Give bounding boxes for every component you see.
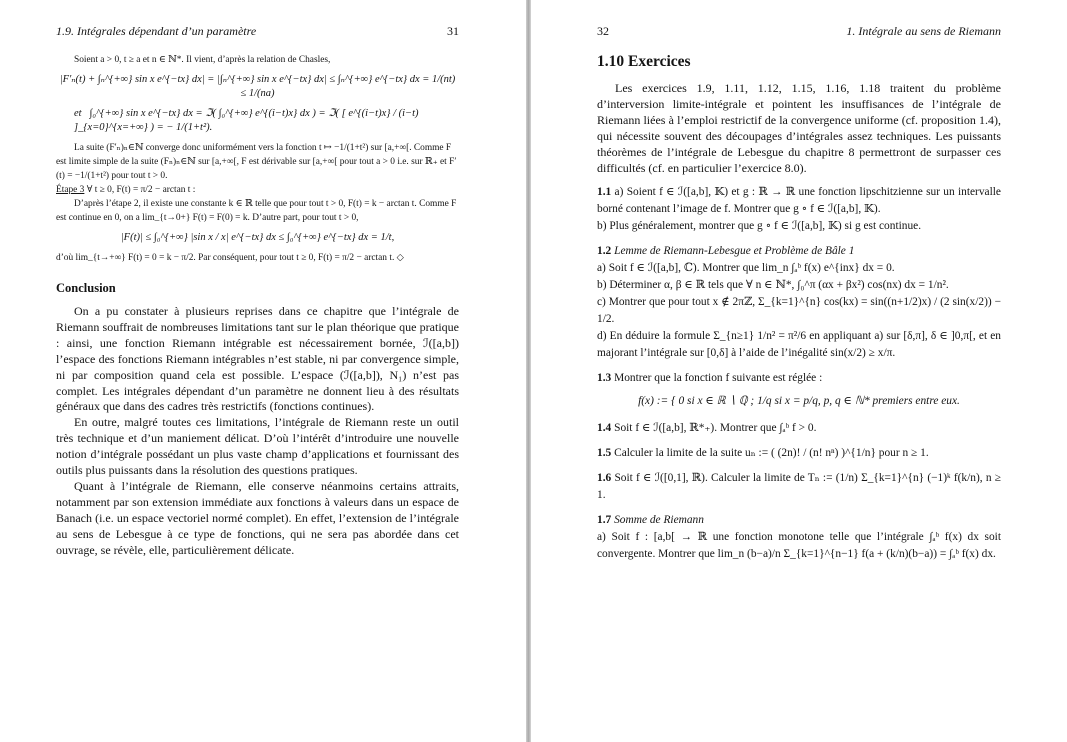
equation-2-body: ∫₀^{+∞} sin x e^{−tx} dx = ℑ( ∫₀^{+∞} e^{(i−t)x} dx ) = ℑ( [ e^{(i−t)x} / (i−t) ]_{x=0}^{x=+∞} ) = − 1/(1+t²).: [74, 108, 419, 133]
proof-paragraph-3: d’où lim_{t→+∞} F(t) = 0 = k − π/2. Par conséquent, pour tout t ≥ 0, F(t) = π/2 − arctan t. ◇: [56, 253, 404, 263]
proof-block: [56, 53, 459, 265]
exercise-line: a) Soit f : [a,b[ → ℝ une fonction monotone telle que l’intégrale ∫ₐᵇ f(x) dx soit convergente. Montrer que lim_n (b−a)/n Σ_{k=1}^{n−1} f(a + (k/n)(b−a)) = ∫ₐᵇ f(x) dx.: [597, 531, 1001, 561]
exercise-line: c) Montrer que pour tout x ∉ 2πℤ, Σ_{k=1}^{n} cos(kx) = sin((n+1/2)x) / (2 sin(x/2)) − 1/2.: [597, 296, 1001, 326]
exercise-number: 1.7: [597, 514, 612, 527]
exercise-1-4: [597, 420, 1001, 437]
exercise-number: 1.3: [597, 372, 612, 385]
left-page-number: 31: [447, 24, 459, 38]
right-header-title: 1. Intégrale au sens de Riemann: [846, 24, 1001, 38]
exercise-1-6: [597, 470, 1001, 504]
exercise-line: Soit f ∈ ℐ([0,1], ℝ). Calculer la limite de Tₙ := (1/n) Σ_{k=1}^{n} (−1)ᵏ f(k/n), n ≥ 1.: [597, 472, 1001, 502]
exercises-intro-text: Les exercices 1.9, 1.11, 1.12, 1.15, 1.16, 1.18 traitent du problème d’interversion limite-intégrale et pointent les insuffisances de l’intégrale de Riemann liées à l’emploi restrictif de la convergence uniforme (cf. proposition 1.4), qui nécessite souvent des découpages d’intégrales assez techniques. Les puissants théorèmes de l’intégrale de Lebesgue du chapitre 8 permettront de surpasser ces difficultés (cf. en particulier l’exercice 8.0).: [597, 81, 1001, 175]
exercise-1-2: [597, 243, 1001, 362]
exercise-number: 1.4: [597, 422, 612, 435]
exercise-1-1: [597, 184, 1001, 235]
equation-1: |F′ₙ(t) + ∫ₙ^{+∞} sin x e^{−tx} dx| = |∫ₙ^{+∞} sin x e^{−tx} dx| ≤ ∫ₙ^{+∞} e^{−tx} dx = 1/(nt) ≤ 1/(na): [59, 74, 456, 99]
exercise-line: d) En déduire la formule Σ_{n≥1} 1/n² = π²/6 en appliquant a) sur [δ,π], δ ∈ ]0,π[, et en majorant l’intégrale sur [0,δ] à l’aide de l’inégalité sin(x/2) ≥ x/π.: [597, 330, 1001, 360]
equation-2: [56, 107, 459, 135]
conclusion-body: [56, 304, 459, 559]
conclusion-paragraph: On a pu constater à plusieurs reprises dans ce chapitre que l’intégrale de Riemann souffrait de nombreuses limitations tant sur le plan théorique que pratique : ainsi, une fonction Riemann intégrable est nécessairement bornée, ℐ([a,b]) l’espace des fonctions Riemann intégrables n’est stable, ni par convergence simple, ni par composition quand cela est possible. L’espace (ℐ([a,b]), N₁) n’est pas complet. Les intégrales dépendant d’un paramètre ne donnent lieu à des résultats généraux que dans des cadres très restrictifs (fonctions continues).: [56, 304, 459, 414]
conclusion-paragraph: En outre, malgré toutes ces limitations, l’intégrale de Riemann reste un outil très technique et d’un maniement délicat. D’où l’intérêt d’introduire une nouvelle notion d’intégrale possédant un plus vaste champ d’applications et fournissant des outils plus puissants dans la résolution des questions pratiques.: [56, 415, 459, 478]
conclusion-title: Conclusion: [56, 281, 116, 295]
exercise-number: 1.2: [597, 245, 612, 258]
exercise-title: Somme de Riemann: [614, 514, 704, 527]
exercise-line: b) Déterminer α, β ∈ ℝ tels que ∀ n ∈ ℕ*, ∫₀^π (αx + βx²) cos(nx) dx = 1/n².: [597, 279, 949, 292]
exercises-intro: [597, 81, 1001, 176]
step-3-text: ∀ t ≥ 0, F(t) = π/2 − arctan t :: [84, 185, 196, 195]
exercise-line: a) Soient f ∈ ℐ([a,b], 𝕂) et g : ℝ → ℝ une fonction lipschitzienne sur un intervalle borné contenant l’image de f. Montrer que g ∘ f ∈ ℐ([a,b], 𝕂).: [597, 186, 1001, 216]
conclusion-paragraph: Quant à l’intégrale de Riemann, elle conserve néanmoins certains attraits, notamment par son extension immédiate aux fonctions à valeurs dans un espace de Banach (i.e. un espace vectoriel normé complet). En effet, l’extension de l’intégrale au sens de Lebesgue à ce type de fonctions, qui ne sera pas abordée dans cet ouvrage, se révèle, elle, particulièrement délicate.: [56, 478, 459, 557]
exercise-line: Soit f ∈ ℐ([a,b], ℝ*₊). Montrer que ∫ₐᵇ f > 0.: [614, 422, 817, 435]
equation-2-prefix: et: [74, 108, 82, 119]
right-header: [597, 24, 1001, 39]
left-header-title: 1.9. Intégrales dépendant d’un paramètre: [56, 24, 257, 38]
right-page: [531, 0, 1067, 742]
left-page: [0, 0, 527, 742]
exercise-number: 1.5: [597, 447, 612, 460]
proof-paragraph-1: La suite (F′ₙ)ₙ∈ℕ converge donc uniformément vers la fonction t ↦ −1/(1+t²) sur [a,+∞[. Comme F est limite simple de la suite (Fₙ)ₙ∈ℕ sur [a,+∞[, F est dérivable sur [a,+∞[ pour tout a > 0 i.e. sur ℝ₊ et F′(t) = −1/(1+t²) pour tout t > 0.: [56, 143, 457, 181]
right-page-number: 32: [597, 24, 609, 38]
exercise-number: 1.1: [597, 186, 612, 199]
exercise-1-3: [597, 370, 1001, 410]
proof-paragraph-2: D’après l’étape 2, il existe une constante k ∈ ℝ telle que pour tout t > 0, F(t) = k − arctan t. Comme F est continue en 0, on a lim_{t→0+} F(t) = F(0) = k. D’autre part, pour tout t > 0,: [56, 199, 457, 223]
exercise-title: Lemme de Riemann-Lebesgue et Problème de Bâle 1: [614, 245, 855, 258]
equation-3: |F(t)| ≤ ∫₀^{+∞} |sin x / x| e^{−tx} dx ≤ ∫₀^{+∞} e^{−tx} dx = 1/t,: [120, 232, 395, 243]
exercise-line: a) Soit f ∈ ℐ([a,b], ℂ). Montrer que lim_n ∫ₐᵇ f(x) e^{inx} dx = 0.: [597, 262, 895, 275]
exercise-number: 1.6: [597, 472, 612, 485]
exercise-line: Montrer que la fonction f suivante est réglée :: [614, 372, 823, 385]
section-title: 1.10 Exercices: [597, 53, 691, 70]
step-3: [56, 183, 459, 197]
exercise-line: Calculer la limite de la suite uₙ := ( (2n)! / (n! nⁿ) )^{1/n} pour n ≥ 1.: [614, 447, 929, 460]
piecewise-function: f(x) := { 0 si x ∈ ℝ ∖ ℚ ; 1/q si x = p/q, p, q ∈ ℕ* premiers entre eux.: [638, 395, 960, 408]
step-3-label: Étape 3: [56, 185, 85, 195]
proof-intro: Soient a > 0, t ≥ a et n ∈ ℕ*. Il vient, d’après la relation de Chasles,: [74, 55, 331, 65]
exercise-line: b) Plus généralement, montrer que g ∘ f ∈ ℐ([a,b], 𝕂) si g est continue.: [597, 220, 922, 233]
left-header: [56, 24, 459, 39]
exercise-1-5: [597, 445, 1001, 462]
exercise-1-7: [597, 512, 1001, 563]
